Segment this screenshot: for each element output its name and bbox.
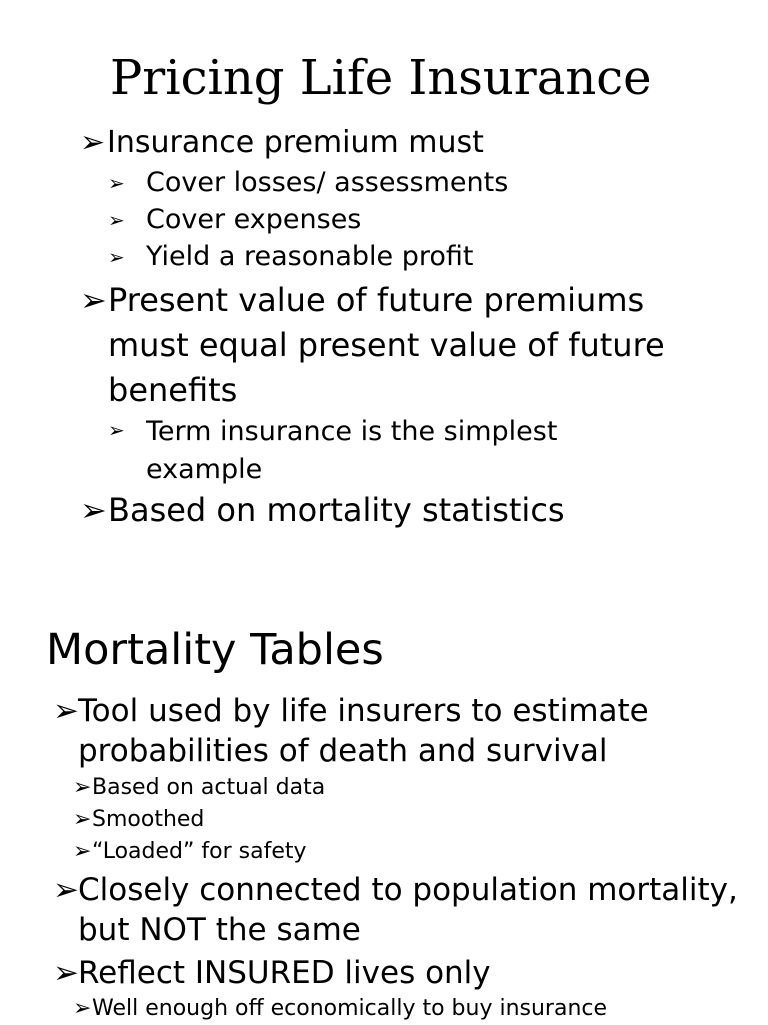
bullet-text: Cover losses/ assessments: [146, 167, 509, 198]
arrow-bullet-icon: ➢: [53, 955, 79, 991]
bullet-text: Tool used by life insurers to estimate probabilities of death and survival: [78, 693, 649, 769]
arrow-bullet-icon: ➢: [108, 418, 125, 442]
bullet-text: “Loaded” for safety: [92, 839, 307, 864]
bullet-text: Well enough off economically to buy insurance: [92, 996, 608, 1021]
arrow-bullet-icon: ➢: [73, 807, 92, 832]
bullet-text: Closely connected to population mortality, but NOT the same: [78, 872, 738, 948]
bullet-text: Smoothed: [92, 807, 205, 832]
arrow-bullet-icon: ➢: [80, 491, 107, 529]
arrow-bullet-icon: ➢: [108, 171, 125, 195]
slide-title-mortality: Mortality Tables: [46, 625, 384, 675]
arrow-bullet-icon: ➢: [73, 996, 92, 1021]
arrow-bullet-icon: ➢: [53, 872, 79, 908]
bullet-text: Cover expenses: [146, 204, 362, 235]
arrow-bullet-icon: ➢: [80, 125, 106, 160]
bullet-text: Present value of future premiums must equal present value of future benefits: [108, 281, 665, 409]
arrow-bullet-icon: ➢: [108, 245, 125, 269]
bullet-text: Insurance premium must: [107, 125, 484, 160]
bullet-text: Based on actual data: [92, 775, 326, 800]
arrow-bullet-icon: ➢: [73, 775, 92, 800]
bullet-text: Based on mortality statistics: [108, 491, 565, 529]
arrow-bullet-icon: ➢: [80, 281, 107, 319]
arrow-bullet-icon: ➢: [108, 208, 125, 232]
bullet-text: Term insurance is the simplest example: [146, 416, 558, 485]
arrow-bullet-icon: ➢: [53, 693, 79, 729]
bullet-text: Yield a reasonable profit: [146, 241, 474, 272]
bullet-text: Reflect INSURED lives only: [78, 955, 491, 991]
arrow-bullet-icon: ➢: [73, 839, 92, 864]
slide-title-pricing: Pricing Life Insurance: [110, 50, 652, 106]
